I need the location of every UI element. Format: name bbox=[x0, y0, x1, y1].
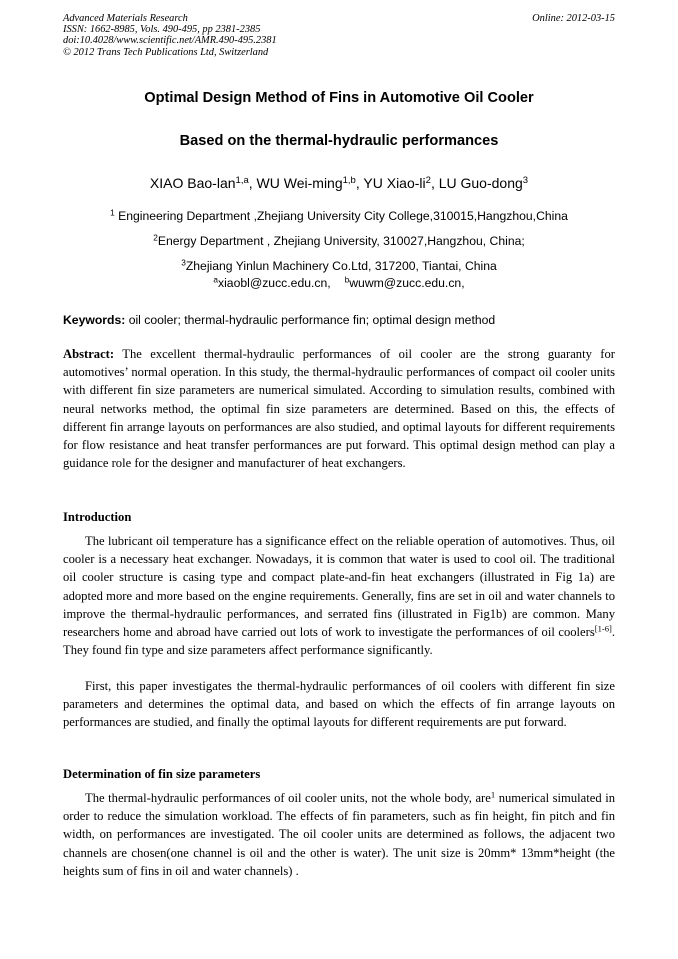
author-affiliation-mark: 3 bbox=[522, 174, 529, 186]
author-name: XIAO Bao-lan bbox=[149, 175, 236, 191]
author-name: YU Xiao-li bbox=[363, 175, 426, 191]
abstract-text: The excellent thermal-hydraulic performances of oil cooler are the strong guaranty for automotives’ normal operation. In this study, the thermal-hydraulic performances of compact oil cooler units with different fin size parameters are numerical simulated. According to simulation results, combined with neural networks method, the optimal fin size parameters are determined. Based on this, the effects of different fin arrange layouts on performances are also studied, and optimal layouts for different requirements for flow resistance and heat transfer performances are put forward. This optimal design method can play a guidance role for the designer and manufacturer of heat exchangers. bbox=[63, 347, 615, 471]
paragraph-text: numerical simulated in order to reduce the simulation workload. The effects of fin parameters, such as fin height, fin pitch and fin width, on performances are investigated. The oil cooler units are determined as follows, the adjacent two channels are chosen(one channel is oil and the other is water). The unit size is 20mm* 13mm*height (the heights sum of fins in oil and water channels) . bbox=[63, 791, 616, 878]
email-link[interactable]: wuwm@zucc.edu.cn, bbox=[349, 276, 465, 290]
introduction-paragraph-1 bbox=[63, 532, 615, 659]
footnote-ref[interactable]: 1 bbox=[490, 789, 496, 800]
author-separator: , bbox=[248, 175, 257, 191]
affiliation-3 bbox=[63, 259, 615, 273]
affiliation-mark: 2 bbox=[153, 232, 158, 243]
journal-issn: ISSN: 1662-8985, Vols. 490-495, pp 2381-2385 bbox=[63, 24, 261, 36]
journal-doi: doi:10.4028/www.scientific.net/AMR.490-495.2381 bbox=[63, 35, 277, 47]
journal-copyright: © 2012 Trans Tech Publications Ltd, Switzerland bbox=[63, 46, 269, 58]
author-affiliation-mark: 2 bbox=[425, 174, 431, 186]
journal-header bbox=[63, 13, 615, 58]
section-heading-introduction: Introduction bbox=[63, 510, 132, 524]
author-list bbox=[63, 175, 615, 191]
abstract-label: Abstract: bbox=[63, 347, 115, 361]
author-name: LU Guo-dong bbox=[438, 175, 523, 191]
section-heading-fin-size: Determination of fin size parameters bbox=[63, 767, 261, 781]
affiliation-1 bbox=[63, 209, 615, 223]
email-mark: b bbox=[344, 274, 350, 285]
paper-title-line1: Optimal Design Method of Fins in Automotive Oil Cooler bbox=[144, 90, 534, 106]
author-separator: , bbox=[430, 175, 439, 191]
introduction-paragraph-2: First, this paper investigates the thermal-hydraulic performances of oil coolers with different fin size parameters and determines the optimal data, and based on which the effects of fin arrange layouts on performances are studied, and finally the optimal layouts for different requirements are put forward. bbox=[63, 679, 615, 730]
abstract-paragraph bbox=[63, 345, 615, 472]
affiliation-text: Energy Department , Zhejiang University, 310027,Hangzhou, China; bbox=[157, 234, 525, 248]
author-affiliation-mark: 1,a bbox=[235, 174, 249, 186]
affiliation-2 bbox=[63, 234, 615, 248]
citation-ref[interactable]: [1-6] bbox=[594, 623, 612, 634]
paragraph-text: . They found fin type and size parameters affect performance significantly. bbox=[63, 625, 615, 658]
author-name: WU Wei-ming bbox=[256, 175, 343, 191]
email-link[interactable]: xiaobl@zucc.edu.cn, bbox=[218, 276, 331, 290]
keywords-text: oil cooler; thermal-hydraulic performance fin; optimal design method bbox=[125, 313, 496, 327]
author-separator: , bbox=[355, 175, 364, 191]
paper-title-line2: Based on the thermal-hydraulic performances bbox=[179, 133, 499, 149]
journal-name: Advanced Materials Research bbox=[63, 13, 188, 24]
online-date: Online: 2012-03-15 bbox=[532, 13, 615, 24]
author-affiliation-mark: 1,b bbox=[342, 174, 356, 186]
fin-size-paragraph-1 bbox=[63, 789, 615, 880]
affiliation-mark: 3 bbox=[181, 257, 186, 268]
paragraph-text: The thermal-hydraulic performances of oil cooler units, not the whole body, are bbox=[85, 791, 491, 805]
affiliation-mark: 1 bbox=[110, 207, 115, 218]
paragraph-text: The lubricant oil temperature has a significance effect on the reliable operation of automotives. Thus, oil cooler is a necessary heat exchanger. Nowadays, it is common that water is used to cool oil. The traditional oil cooler structure is casing type and compact plate-and-fin heat exchangers (illustrated in Fig 1a) are adopted more and more based on the engine requirements. Generally, fins are set in oil and water channels to improve the thermal-hydraulic performances, and serrated fins (illustrated in Fig1b) are common. Many researchers home and abroad have carried out lots of work to investigate the performances of oil coolers bbox=[63, 534, 615, 640]
affiliation-text: Engineering Department ,Zhejiang University City College,310015,Hangzhou,China bbox=[114, 209, 568, 223]
email-mark: a bbox=[213, 274, 218, 285]
author-emails bbox=[63, 276, 615, 290]
keywords-label: Keywords: bbox=[63, 313, 126, 327]
affiliation-text: Zhejiang Yinlun Machinery Co.Ltd, 317200, Tiantai, China bbox=[185, 259, 497, 273]
keywords bbox=[63, 313, 615, 327]
